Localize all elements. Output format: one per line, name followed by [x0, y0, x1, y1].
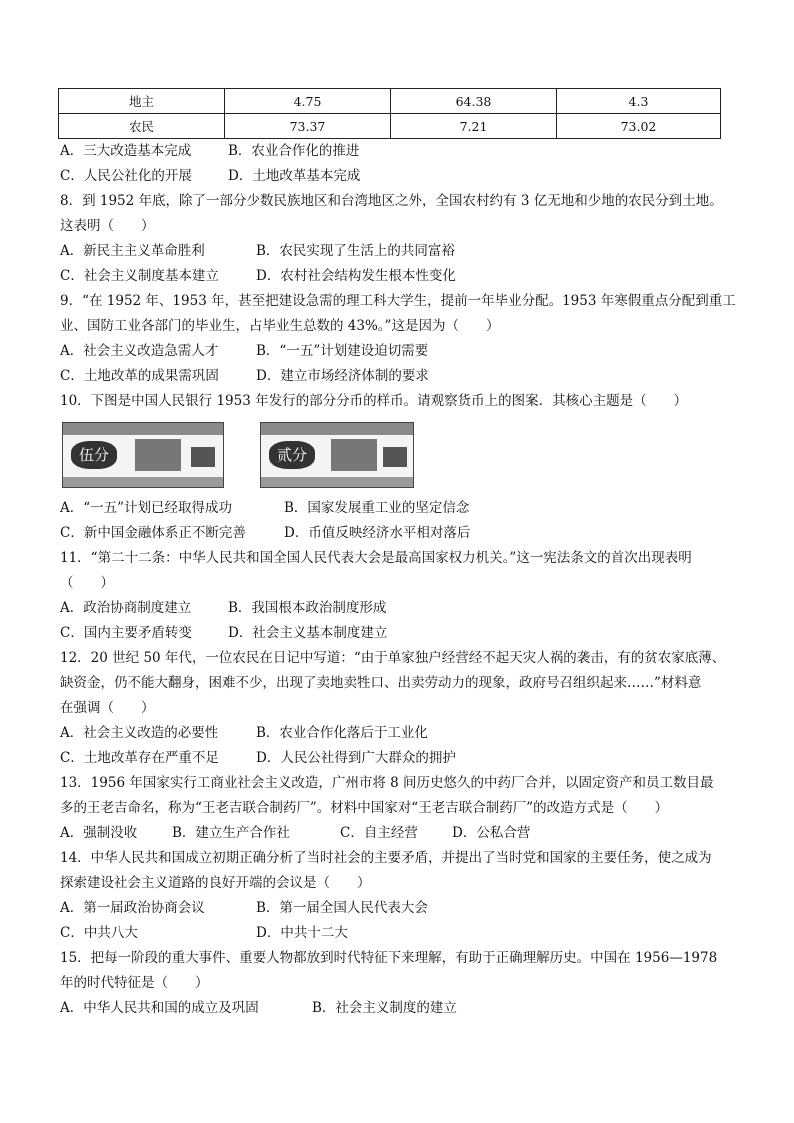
- q15-option-a[interactable]: A．中华人民共和国的成立及巩固: [60, 1000, 259, 1016]
- q8-option-d[interactable]: D．农村社会结构发生根本性变化: [256, 268, 456, 284]
- q11-stem: 11．“第二十二条：中华人民共和国全国人民代表大会是最高国家权力机关。”这一宪法条文的首次出现表明: [60, 550, 692, 566]
- q11-option-a[interactable]: A．政治协商制度建立: [60, 600, 192, 616]
- q12-option-a[interactable]: A．社会主义改造的必要性: [60, 725, 219, 741]
- q12-option-d[interactable]: D．人民公社得到广大群众的拥护: [256, 750, 456, 766]
- q14-options-row-2: [60, 923, 348, 943]
- q14-option-a[interactable]: A．第一届政治协商会议: [60, 900, 205, 916]
- q12-options-row-1: [60, 723, 428, 743]
- q10-option-b[interactable]: B．国家发展重工业的坚定信念: [284, 500, 470, 516]
- q9-stem-cont: 业、国防工业各部门的毕业生，占毕业生总数的 43%。”这是因为（ ）: [60, 318, 500, 334]
- q10-options-row-1: [60, 498, 469, 518]
- table-cell: 73.02: [557, 114, 721, 139]
- table-cell: 7.21: [391, 114, 557, 139]
- q12-stem-cont2: 在强调（ ）: [60, 700, 155, 716]
- q8-stem: 8．到 1952 年底，除了一部分少数民族地区和台湾地区之外，全国农村约有 3 亿无地和少地的农民分到土地。: [60, 193, 723, 209]
- q7-options-row-1: [60, 141, 359, 161]
- q12-options-row-2: [60, 748, 456, 768]
- q7-option-c[interactable]: C．人民公社化的开展: [60, 168, 192, 184]
- q11-options-row-2: [60, 623, 387, 643]
- q14-options-row-1: [60, 898, 428, 918]
- q9-option-d[interactable]: D．建立市场经济体制的要求: [256, 368, 429, 384]
- q14-stem-cont: 探索建设社会主义道路的良好开端的会议是（ ）: [60, 875, 371, 891]
- q7-option-a[interactable]: A．三大改造基本完成: [60, 143, 192, 159]
- q9-option-c[interactable]: C．土地改革的成果需巩固: [60, 368, 219, 384]
- q13-stem-cont: 多的王老吉命名，称为“王老吉联合制药厂”。材料中国家对“王老吉联合制药厂”的改造方式是（ ）: [60, 800, 669, 816]
- q11-option-c[interactable]: C．国内主要矛盾转变: [60, 625, 192, 641]
- q15-options-row-1: [60, 998, 457, 1018]
- q9-options-row-2: [60, 366, 429, 386]
- table-cell: 4.75: [225, 89, 391, 114]
- q8-option-a[interactable]: A．新民主主义革命胜利: [60, 243, 205, 259]
- ship-icon: [135, 439, 181, 471]
- q9-stem: 9．“在 1952 年、1953 年，甚至把建设急需的理工科大学生，提前一年毕业分配。1953 年寒假重点分配到重工: [60, 293, 736, 309]
- table-cell: 4.3: [557, 89, 721, 114]
- q12-stem: 12．20 世纪 50 年代，一位农民在日记中写道：“由于单家独户经营经不起天灾人祸的袭击，有的贫农家底薄、: [60, 650, 726, 666]
- q10-options-row-2: [60, 523, 470, 543]
- q8-options-row-2: [60, 266, 456, 286]
- q14-stem: 14．中华人民共和国成立初期正确分析了当时社会的主要矛盾，并提出了当时党和国家的主要任务，使之成为: [60, 850, 712, 866]
- coin-notes-figure: [62, 420, 422, 492]
- airplane-icon: [331, 439, 377, 471]
- row-label: 地主: [59, 89, 225, 114]
- note-denomination-label: 伍分: [71, 441, 117, 469]
- q14-option-b[interactable]: B．第一届全国人民代表大会: [256, 900, 428, 916]
- q8-option-c[interactable]: C．社会主义制度基本建立: [60, 268, 219, 284]
- q13-stem: 13．1956 年国家实行工商业社会主义改造，广州市将 8 间历史悠久的中药厂合并，以固定资产和员工数目最: [60, 775, 714, 791]
- q12-option-c[interactable]: C．土地改革存在严重不足: [60, 750, 219, 766]
- q8-option-b[interactable]: B．农民实现了生活上的共同富裕: [256, 243, 455, 259]
- row-label: 农民: [59, 114, 225, 139]
- q14-option-c[interactable]: C．中共八大: [60, 925, 138, 941]
- q7-options-row-2: [60, 166, 360, 186]
- q8-stem-cont: 这表明（ ）: [60, 218, 155, 234]
- q10-option-d[interactable]: D．币值反映经济水平相对落后: [284, 525, 471, 541]
- q10-stem: 10．下图是中国人民银行 1953 年发行的部分分币的样币。请观察货币上的图案．其核心主题是（ ）: [60, 393, 688, 409]
- land-share-table: [58, 88, 721, 139]
- emblem-icon: [383, 447, 407, 467]
- q13-option-a[interactable]: A．强制没收: [60, 825, 138, 841]
- table-row: [59, 114, 721, 139]
- q9-option-b[interactable]: B．“一五”计划建设迫切需要: [256, 343, 429, 359]
- q15-stem: 15．把每一阶段的重大事件、重要人物都放到时代特征下来理解，有助于正确理解历史。中国在 1956—1978: [60, 950, 718, 966]
- q11-stem-cont: （ ）: [60, 575, 114, 591]
- q13-option-c[interactable]: C．自主经营: [340, 825, 418, 841]
- q9-option-a[interactable]: A．社会主义改造急需人才: [60, 343, 219, 359]
- q7-option-b[interactable]: B．农业合作化的推进: [228, 143, 360, 159]
- q7-option-d[interactable]: D．土地改革基本完成: [228, 168, 361, 184]
- two-fen-note-image: [260, 422, 414, 488]
- five-fen-note-image: [62, 422, 224, 488]
- table-cell: 64.38: [391, 89, 557, 114]
- q12-stem-cont: 缺资金，仍不能大翻身，困难不少，出现了卖地卖牲口、出卖劳动力的现象，政府号召组织起来……”材料意: [60, 675, 702, 691]
- q8-options-row-1: [60, 241, 455, 261]
- emblem-icon: [191, 447, 215, 467]
- q11-option-d[interactable]: D．社会主义基本制度建立: [228, 625, 388, 641]
- q13-option-d[interactable]: D．公私合营: [452, 825, 531, 841]
- q11-options-row-1: [60, 598, 386, 618]
- table-cell: 73.37: [225, 114, 391, 139]
- q15-option-b[interactable]: B．社会主义制度的建立: [312, 1000, 457, 1016]
- q12-option-b[interactable]: B．农业合作化落后于工业化: [256, 725, 428, 741]
- q9-options-row-1: [60, 341, 428, 361]
- q14-option-d[interactable]: D．中共十二大: [256, 925, 348, 941]
- q10-option-a[interactable]: A．“一五”计划已经取得成功: [60, 500, 233, 516]
- q13-options-row: [60, 823, 530, 843]
- note-denomination-label: 贰分: [269, 441, 315, 469]
- q15-stem-cont: 年的时代特征是（ ）: [60, 975, 209, 991]
- q10-option-c[interactable]: C．新中国金融体系正不断完善: [60, 525, 246, 541]
- q13-option-b[interactable]: B．建立生产合作社: [172, 825, 290, 841]
- q11-option-b[interactable]: B．我国根本政治制度形成: [228, 600, 387, 616]
- table-row: [59, 89, 721, 114]
